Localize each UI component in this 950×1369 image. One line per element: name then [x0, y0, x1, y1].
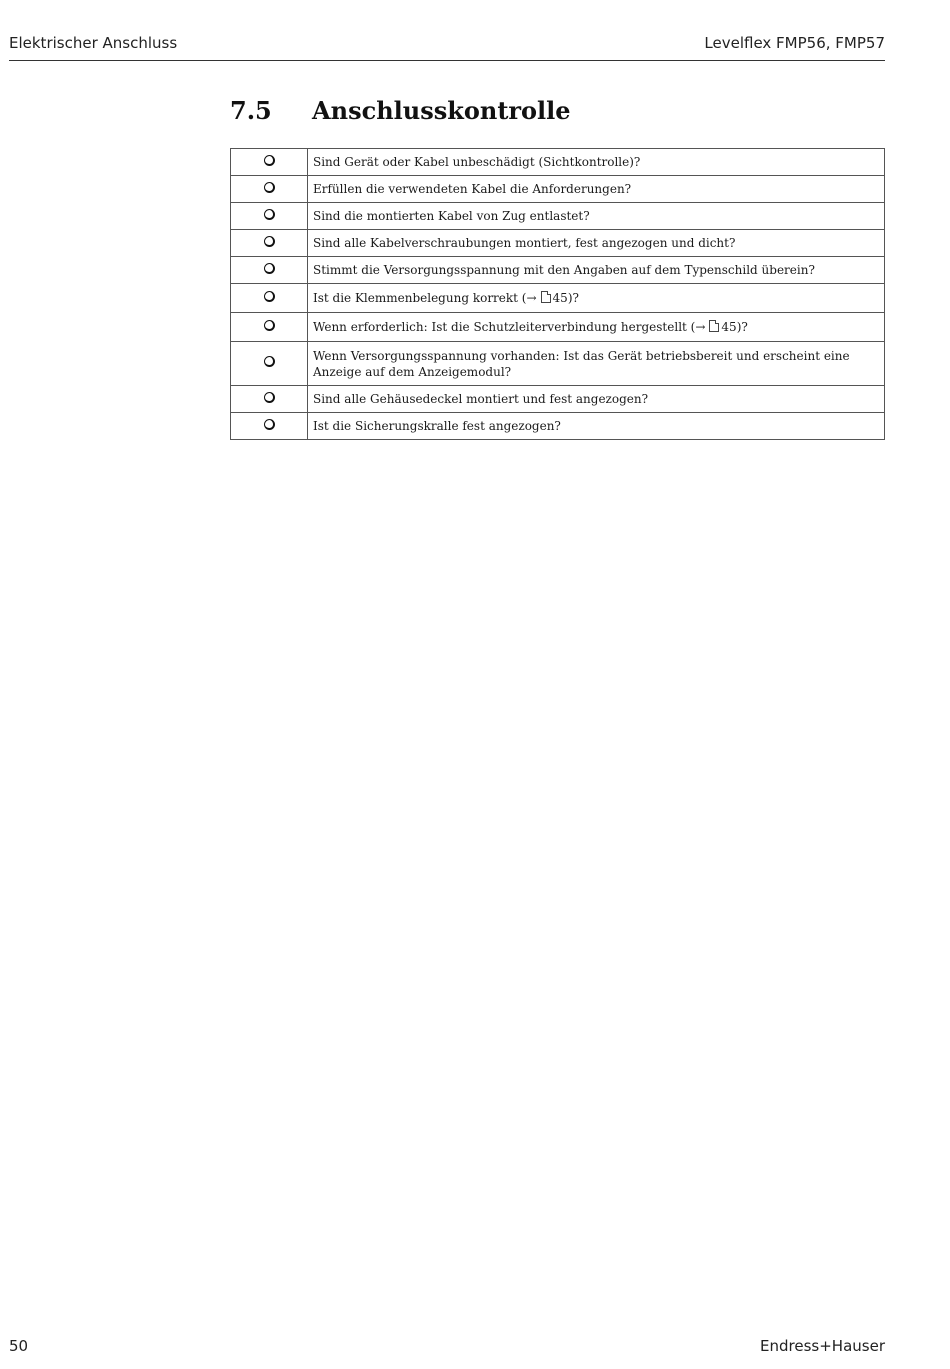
check-item-text: Erfüllen die verwendeten Kabel die Anforderungen? — [308, 176, 885, 203]
header-product-name: Levelflex FMP56, FMP57 — [704, 34, 885, 52]
table-row — [231, 203, 885, 230]
checkbox-cell[interactable] — [231, 176, 308, 203]
check-item-text — [308, 284, 885, 313]
checkbox-circle-icon[interactable] — [264, 356, 275, 367]
check-item-text: Sind alle Kabelverschraubungen montiert, fest angezogen und dicht? — [308, 230, 885, 257]
check-item-text-start: Wenn erforderlich: Ist die Schutzleiterverbindung hergestellt (→ — [313, 320, 706, 334]
check-item-text: Sind die montierten Kabel von Zug entlastet? — [308, 203, 885, 230]
table-row — [231, 149, 885, 176]
page-reference-link[interactable]: 45 — [721, 320, 737, 334]
page-reference-icon — [541, 291, 551, 303]
checkbox-circle-icon[interactable] — [264, 392, 275, 403]
check-item-text-start: Ist die Klemmenbelegung korrekt (→ — [313, 291, 537, 305]
page-header — [9, 32, 885, 61]
checkbox-cell[interactable] — [231, 203, 308, 230]
page-reference-icon — [709, 320, 719, 332]
brand-name: Endress+Hauser — [760, 1337, 885, 1355]
checkbox-circle-icon[interactable] — [264, 209, 275, 220]
table-row — [231, 230, 885, 257]
table-row — [231, 257, 885, 284]
header-section-name: Elektrischer Anschluss — [9, 34, 178, 52]
check-item-text-end: )? — [736, 320, 748, 334]
check-item-text: Stimmt die Versorgungsspannung mit den Angaben auf dem Typenschild überein? — [308, 257, 885, 284]
table-row — [231, 313, 885, 342]
section-heading: Anschlusskontrolle — [312, 96, 571, 125]
table-row — [231, 176, 885, 203]
checkbox-circle-icon[interactable] — [264, 291, 275, 302]
table-row — [231, 386, 885, 413]
checkbox-circle-icon[interactable] — [264, 263, 275, 274]
table-row — [231, 284, 885, 313]
check-item-text: Sind alle Gehäusedeckel montiert und fest angezogen? — [308, 386, 885, 413]
table-row — [231, 413, 885, 440]
checkbox-cell[interactable] — [231, 230, 308, 257]
checkbox-circle-icon[interactable] — [264, 320, 275, 331]
checkbox-cell[interactable] — [231, 386, 308, 413]
checkbox-cell[interactable] — [231, 284, 308, 313]
check-item-text: Wenn Versorgungsspannung vorhanden: Ist das Gerät betriebsbereit und erscheint eine Anzeige auf dem Anzeigemodul? — [308, 342, 885, 386]
checkbox-cell[interactable] — [231, 149, 308, 176]
checkbox-circle-icon[interactable] — [264, 236, 275, 247]
checkbox-circle-icon[interactable] — [264, 155, 275, 166]
connection-checklist-table — [230, 148, 885, 440]
check-item-text: Sind Gerät oder Kabel unbeschädigt (Sichtkontrolle)? — [308, 149, 885, 176]
checkbox-cell[interactable] — [231, 313, 308, 342]
page-number: 50 — [9, 1337, 29, 1355]
check-item-text: Ist die Sicherungskralle fest angezogen? — [308, 413, 885, 440]
checkbox-cell[interactable] — [231, 342, 308, 386]
checkbox-cell[interactable] — [231, 413, 308, 440]
table-row — [231, 342, 885, 386]
check-item-text — [308, 313, 885, 342]
section-number: 7.5 — [230, 96, 272, 125]
checkbox-circle-icon[interactable] — [264, 419, 275, 430]
section-title — [230, 96, 571, 125]
checkbox-circle-icon[interactable] — [264, 182, 275, 193]
check-item-text-end: )? — [567, 291, 579, 305]
page-reference-link[interactable]: 45 — [552, 291, 568, 305]
checkbox-cell[interactable] — [231, 257, 308, 284]
